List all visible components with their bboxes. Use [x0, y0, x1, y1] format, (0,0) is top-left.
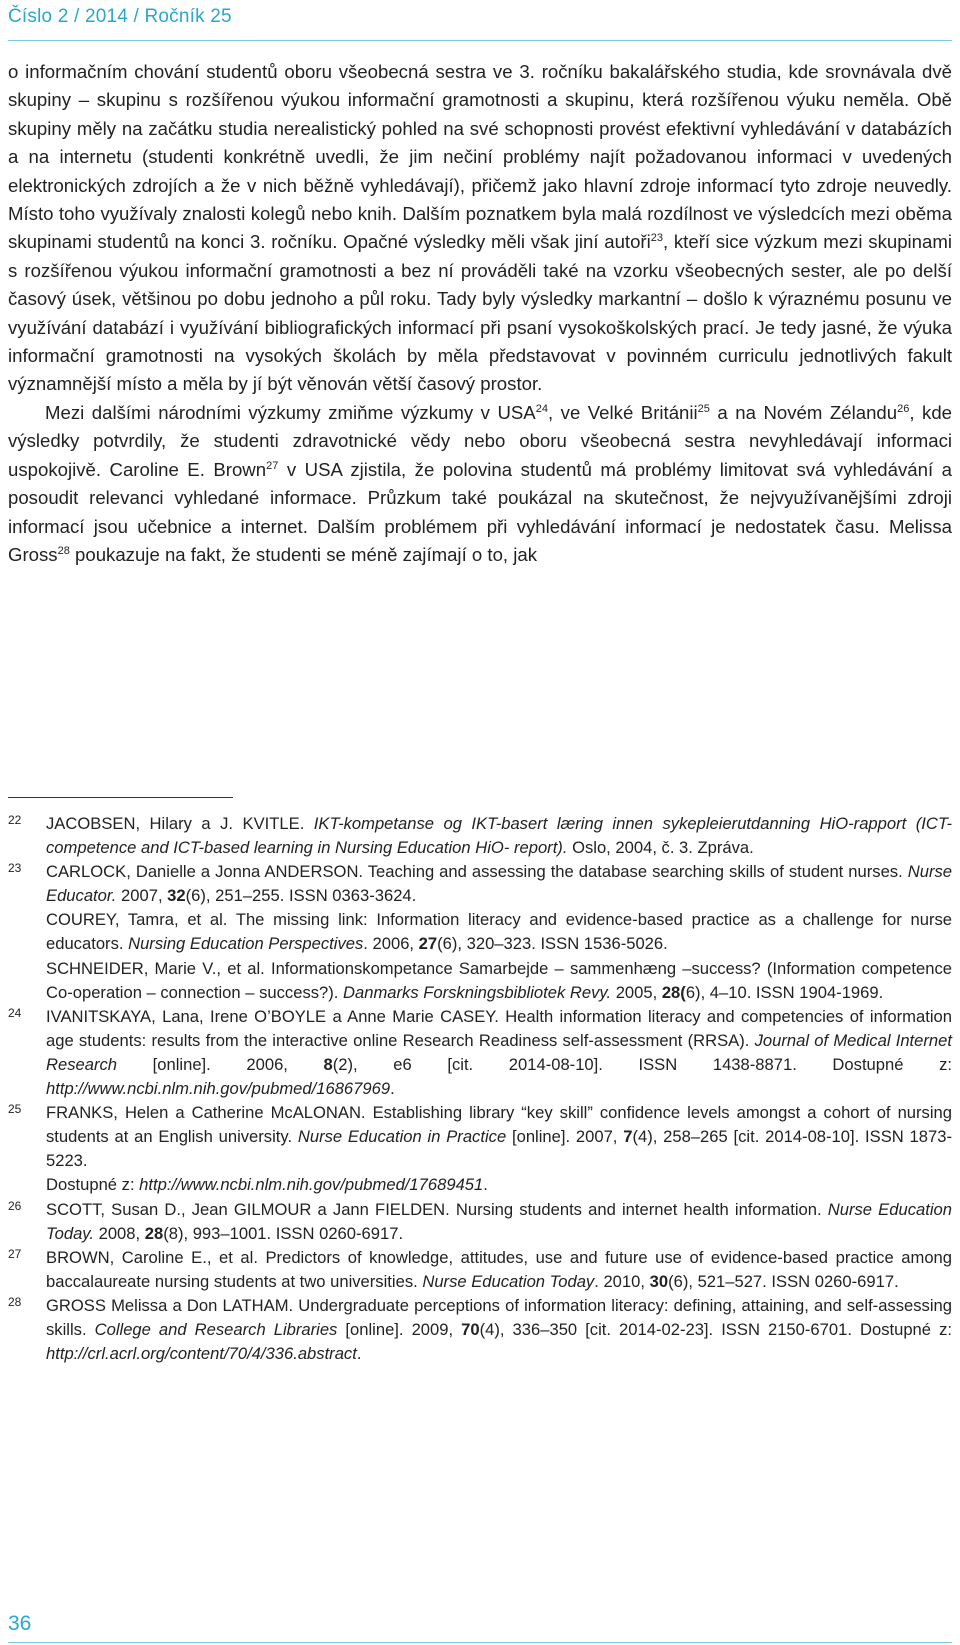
footnote — [8, 1294, 952, 1366]
bold-run: 70 — [461, 1319, 480, 1339]
text-run: a na Novém Zélandu — [709, 401, 898, 423]
text-run: FRANKS, Helen a Catherine McALONAN. Establishing library “key skill” confidence levels amongst a cohort of nursing students at an English university. — [46, 1103, 952, 1147]
text-run: . 2006, — [363, 934, 419, 954]
text-run: COUREY, Tamra, et al. The missing link: Information literacy and evidence-based practice as a challenge for nurse educators. — [46, 910, 952, 954]
bold-run: 8 — [323, 1054, 333, 1074]
footnote-ref: 27 — [266, 459, 279, 472]
footnote-content — [46, 1246, 952, 1294]
text-run: 2005, — [611, 982, 662, 1002]
text-run: v USA zjistila, že polovina studentů má problémy limitovat svá vyhledávání a posoudit relevanci vyhledané informace. Průzkum také poukázal na skutečnost, že nejvyužívanějšími zdroji informací jsou učebnice a internet. Dalším problémem při vyhledávání informací je nedostatek času. Melissa Gross — [8, 458, 952, 565]
bold-run: 28( — [661, 982, 686, 1002]
citation-entry — [46, 1294, 952, 1366]
text-run: (6), 521–527. ISSN 0260-6917. — [668, 1271, 899, 1291]
footnote-ref: 28 — [57, 544, 70, 557]
text-run: BROWN, Caroline E., et al. Predictors of knowledge, attitudes, use and future use of evidence-based practice among baccalaureate nursing students at two universities. — [46, 1247, 952, 1291]
footnote-ref: 23 — [650, 232, 663, 245]
italic-run: Nursing Education Perspectives — [128, 934, 364, 954]
italic-run: IKT-kompetanse og IKT-basert læring innen sykepleierutdanning HiO-rapport (ICT-competence and ICT-based learning in Nursing Education HiO- report). — [46, 814, 952, 858]
footnote — [8, 812, 952, 860]
italic-run: Journal of Medical Internet Research — [46, 1030, 952, 1074]
footer-divider — [8, 1642, 952, 1643]
italic-run: http://www.ncbi.nlm.nih.gov/pubmed/16867969 — [46, 1079, 391, 1099]
header-divider — [8, 40, 952, 41]
citation-entry — [46, 1198, 952, 1246]
footnote — [8, 1101, 952, 1197]
footnotes-list — [8, 812, 952, 1366]
italic-run: Nurse Education Today. — [46, 1199, 952, 1243]
italic-run: Danmarks Forskningsbibliotek Revy. — [343, 982, 612, 1002]
citation-entry — [46, 1005, 952, 1101]
bold-run: 7 — [623, 1127, 633, 1147]
text-run: . — [390, 1079, 395, 1099]
text-run: [online]. 2009, — [337, 1319, 462, 1339]
italic-run: College and Research Libraries — [94, 1319, 338, 1339]
body-paragraph — [8, 399, 952, 569]
footnote-ref: 24 — [535, 402, 548, 415]
footnote-ref: 26 — [897, 402, 910, 415]
text-run: [online]. 2006, — [117, 1054, 324, 1074]
footnote-number: 25 — [8, 1102, 22, 1117]
text-run: o informačním chování studentů oboru všeobecná sestra ve 3. ročníku bakalářského studia, kde srovnávala dvě skupiny – skupinu s rozšířenou výukou informační gramotnosti a skupinu, která rozšířenou výuku neměla. Obě skupiny měly na začátku studia nerealistický pohled na své schopnosti provést efektivní vyhledávání v databázích a na internetu (studenti konkrétně uvedli, že jim nečiní problémy najít požadovanou informaci v uvedených elektronických zdrojích a že v nich běžně vyhledávají), přičemž jako hlavní zdroje informací tyto zdroje neuvedly. Místo toho využívaly znalosti kolegů nebo knih. Dalším poznatkem byla malá rozdílnost ve výsledcích mezi oběma skupinami studentů na konci 3. ročníku. Opačné výsledky měli však jiní autoři — [8, 61, 952, 253]
footnote — [8, 860, 952, 1005]
text-run: (4), 336–350 [cit. 2014-02-23]. ISSN 2150-6701. Dostupné z: — [479, 1319, 952, 1339]
text-run: , kde výsledky potvrdily, že studenti zdravotnické vědy nebo oboru všeobecná sestra nevyhledávají informaci uspokojivě. Caroline E. Brown — [8, 401, 953, 480]
running-header: Číslo 2 / 2014 / Ročník 25 — [8, 6, 232, 27]
text-run: JACOBSEN, Hilary a J. KVITLE. — [46, 814, 314, 833]
italic-run: http://www.ncbi.nlm.nih.gov/pubmed/17689451 — [139, 1175, 484, 1195]
text-run: Dostupné z: — [46, 1175, 140, 1195]
text-run: . — [483, 1175, 488, 1195]
footnote-content — [46, 1101, 952, 1197]
text-run: [online]. 2007, — [506, 1127, 624, 1147]
citation-entry — [46, 1101, 952, 1173]
footnote-content — [46, 860, 952, 1005]
text-run: (2), e6 [cit. 2014-08-10]. ISSN 1438-8871. Dostupné z: — [332, 1054, 952, 1074]
text-run: (6), 251–255. ISSN 0363-3624. — [185, 886, 417, 906]
bold-run: 28 — [144, 1223, 164, 1243]
footnote — [8, 1005, 952, 1101]
footnote-number: 27 — [8, 1246, 22, 1261]
text-run: , kteří sice výzkum mezi skupinami s rozšířenou výukou informační gramotnosti a bez ní prováděli také na vzorku všeobecných sester, ale po delší časový úsek, většinou po dobu jednoho a půl roku. Tady byly výsledky markantní – došlo k výraznému posunu ve využívání databází i využívání bibliografických informací při psaní vysokoškolských prací. Je tedy jasné, že výuka informační gramotnosti na vysokých školách by měla představovat v povinném curriculu jednotlivých fakult významnější místo a měla by jí být věnován větší časový prostor. — [8, 231, 952, 395]
citation-entry — [46, 1246, 952, 1294]
footnote-number: 23 — [8, 861, 22, 876]
text-run: (6), 320–323. ISSN 1536-5026. — [437, 934, 668, 954]
italic-run: Nurse Educator. — [46, 862, 952, 906]
citation-entry — [46, 1173, 952, 1197]
bold-run: 30 — [649, 1271, 669, 1291]
text-run: CARLOCK, Danielle a Jonna ANDERSON. Teaching and assessing the database searching skills of student nurses. — [46, 862, 908, 882]
text-run: SCOTT, Susan D., Jean GILMOUR a Jann FIELDEN. Nursing students and internet health information. — [46, 1199, 828, 1219]
footnote-content — [46, 1198, 952, 1246]
footnote-content — [46, 1294, 952, 1366]
text-run: IVANITSKAYA, Lana, Irene O’BOYLE a Anne Marie CASEY. Health information literacy and competencies of information age students: results from the interactive online Research Readiness self-assessment (RRSA). — [46, 1006, 952, 1050]
footnote — [8, 1198, 952, 1246]
text-run: (8), 993–1001. ISSN 0260-6917. — [163, 1223, 404, 1243]
text-run: (4), 258–265 [cit. 2014-08-10]. ISSN 1873-5223. — [46, 1127, 952, 1171]
citation-entry — [46, 957, 952, 1005]
bold-run: 27 — [418, 934, 438, 954]
text-run: , ve Velké Británii — [547, 401, 698, 423]
text-run: GROSS Melissa a Don LATHAM. Undergraduate perceptions of information literacy: defining, attaining, and self-assessing skills. — [46, 1295, 952, 1339]
footnote-content — [46, 1005, 952, 1101]
italic-run: Nurse Education in Practice — [297, 1127, 507, 1147]
footnote-number: 22 — [8, 813, 22, 827]
citation-entry — [46, 860, 952, 908]
article-body — [8, 58, 952, 569]
text-run: Mezi dalšími národními výzkumy zmiňme výzkumy v USA — [45, 401, 536, 423]
italic-run: Nurse Education Today — [422, 1271, 595, 1291]
footnote-number: 26 — [8, 1198, 22, 1213]
footnote-number: 28 — [8, 1294, 22, 1309]
citation-entry — [46, 812, 952, 860]
text-run: 6), 4–10. ISSN 1904-1969. — [685, 982, 884, 1002]
citation-entry — [46, 908, 952, 956]
body-paragraph — [8, 58, 952, 399]
footnote-content — [46, 812, 952, 860]
page-number: 36 — [8, 1612, 32, 1635]
footnote-ref: 25 — [697, 402, 710, 415]
footnote-number: 24 — [8, 1005, 22, 1020]
text-run: 2008, — [93, 1223, 145, 1243]
text-run: . — [356, 1344, 362, 1364]
text-run: 2007, — [116, 886, 168, 906]
footnote-divider — [8, 797, 233, 798]
italic-run: http://crl.acrl.org/content/70/4/336.abstract — [46, 1344, 357, 1364]
footnote — [8, 1246, 952, 1294]
text-run: . 2010, — [594, 1271, 650, 1291]
text-run: Oslo, 2004, č. 3. Zpráva. — [567, 838, 754, 858]
text-run: SCHNEIDER, Marie V., et al. Informationskompetance Samarbejde – sammenhæng –success? (Information competence Co-operation – connection – success?). — [46, 958, 952, 1002]
text-run: poukazuje na fakt, že studenti se méně zajímají o to, jak — [69, 543, 538, 565]
bold-run: 32 — [167, 886, 186, 906]
